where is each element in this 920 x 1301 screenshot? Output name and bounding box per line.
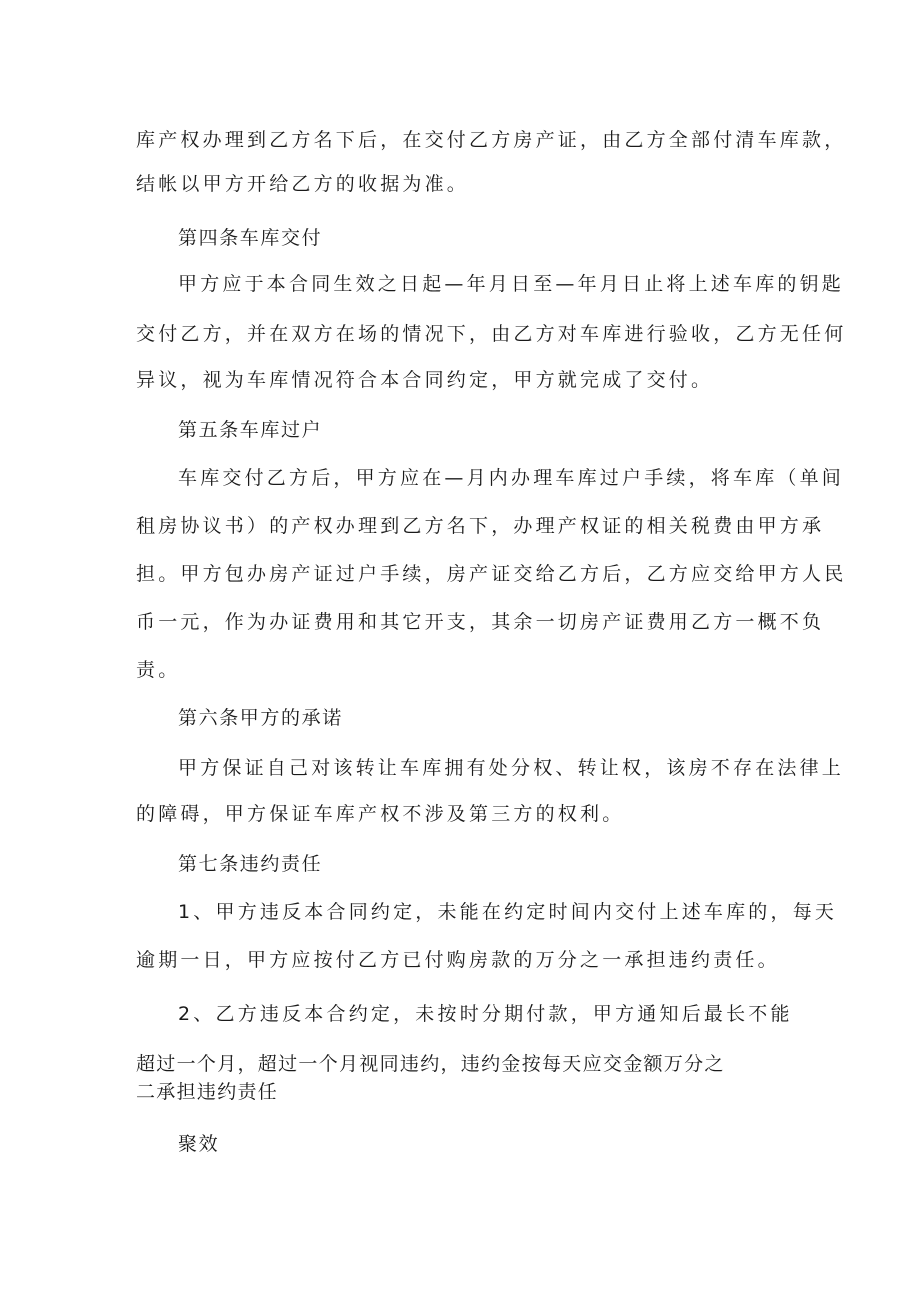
paragraph-line: 币一元，作为办证费用和其它开支，其余一切房产证费用乙方一概不负 <box>136 611 825 633</box>
article-heading: 第四条车库交付 <box>178 227 323 249</box>
paragraph-line: 甲方保证自己对该转让车库拥有处分权、转让权，该房不存在法律上 <box>178 757 845 779</box>
paragraph-line: 交付乙方，并在双方在场的情况下，由乙方对车库进行验收，乙方无任何 <box>136 323 847 345</box>
paragraph-line: 甲方应于本合同生效之日起—年月日至—年月日止将上述车库的钥匙 <box>178 273 845 295</box>
paragraph-line: 责。 <box>136 659 181 681</box>
paragraph-line: 库产权办理到乙方名下后，在交付乙方房产证，由乙方全部付清车库款， <box>136 129 847 151</box>
article-heading: 第六条甲方的承诺 <box>178 707 343 729</box>
closing-text: 聚效 <box>178 1133 220 1155</box>
list-item-line: 超过一个月，超过一个月视同违约，违约金按每天应交金额万分之 <box>136 1053 725 1075</box>
list-item-line: 二承担违约责任 <box>136 1081 279 1103</box>
list-item-line: 2、乙方违反本合约定，未按时分期付款，甲方通知后最长不能 <box>178 1003 793 1025</box>
article-heading: 第五条车库过户 <box>178 419 323 441</box>
paragraph-line: 的障碍，甲方保证车库产权不涉及第三方的权利。 <box>136 803 625 825</box>
list-item-line: 1、甲方违反本合同约定，未能在约定时间内交付上述车库的，每天 <box>178 901 838 923</box>
paragraph-line: 结帐以甲方开给乙方的收据为准。 <box>136 173 470 195</box>
paragraph-line: 担。甲方包办房产证过户手续，房产证交给乙方后，乙方应交给甲方人民 <box>136 563 847 585</box>
list-item-line: 逾期一日，甲方应按付乙方已付购房款的万分之一承担违约责任。 <box>136 949 780 971</box>
paragraph-line: 异议，视为车库情况符合本合同约定，甲方就完成了交付。 <box>136 369 714 391</box>
paragraph-line: 租房协议书）的产权办理到乙方名下，办理产权证的相关税费由甲方承 <box>136 515 825 537</box>
article-heading: 第七条违约责任 <box>178 853 323 875</box>
paragraph-line: 车库交付乙方后，甲方应在—月内办理车库过户手续，将车库（单间 <box>178 467 845 489</box>
